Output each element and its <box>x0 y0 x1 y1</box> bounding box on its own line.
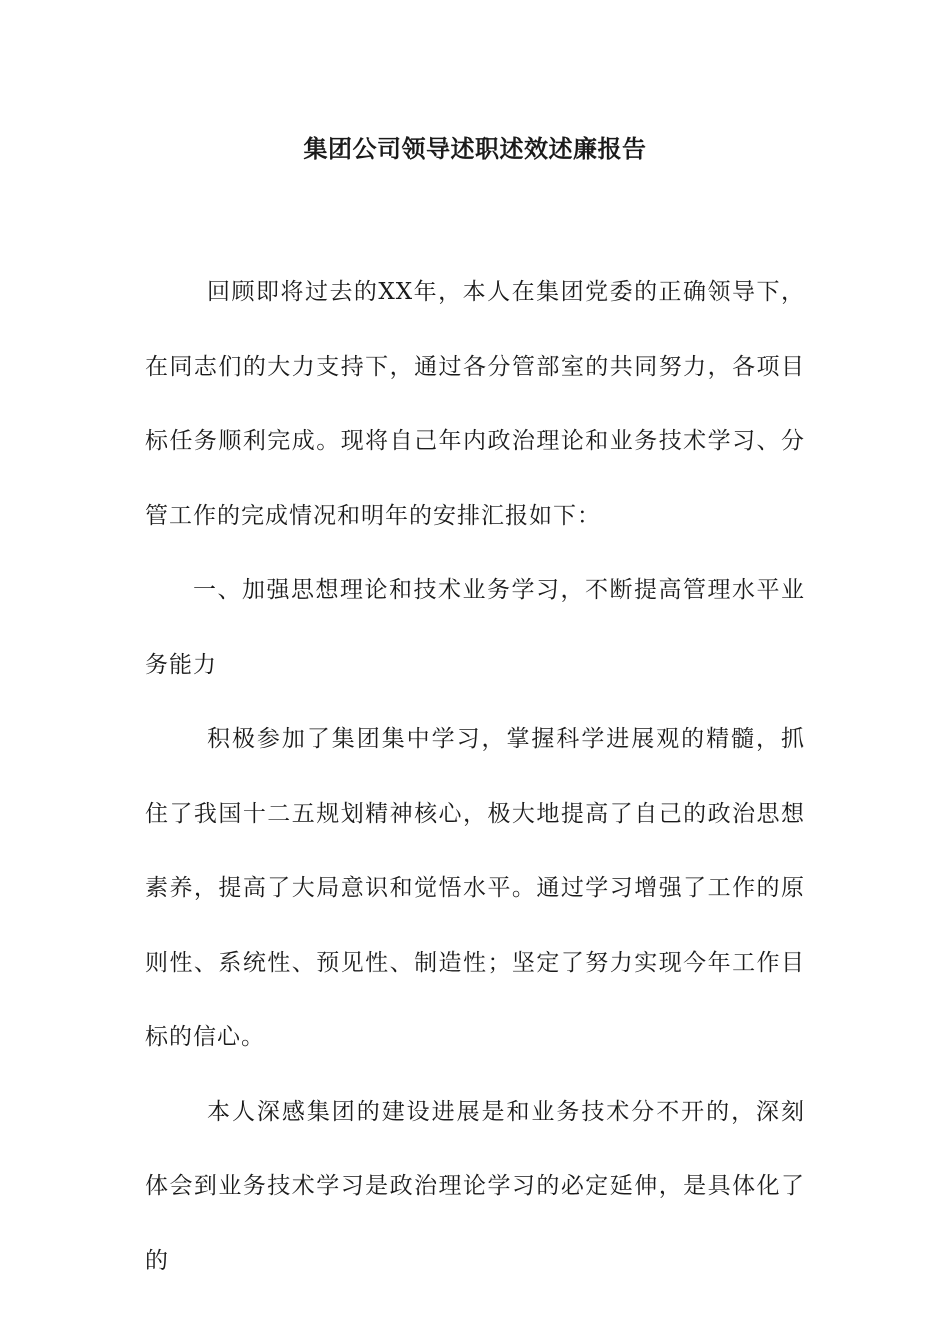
paragraph-intro: 回顾即将过去的XX年，本人在集团党委的正确领导下，在同志们的大力支持下，通过各分管部室的共同努力，各项目标任务顺利完成。现将自己年内政治理论和业务技术学习、分管工作的完成情况和明年的安排汇报如下： <box>145 279 805 529</box>
paragraph-technical: 本人深感集团的建设进展是和业务技术分不开的，深刻体会到业务技术学习是政治理论学习的必定延伸，是具体化了的 <box>145 1098 805 1274</box>
document-body <box>145 255 805 1298</box>
document-title: 集团公司领导述职述效述廉报告 <box>303 135 647 163</box>
section-heading-1: 一、加强思想理论和技术业务学习，不断提高管理水平业务能力 <box>145 577 805 678</box>
paragraph-study: 积极参加了集团集中学习，掌握科学进展观的精髓，抓住了我国十二五规划精神核心，极大地提高了自己的政治思想素养，提高了大局意识和觉悟水平。通过学习增强了工作的原则性、系统性、预见性、制造性；坚定了努力实现今年工作目标的信心。 <box>145 726 805 1050</box>
